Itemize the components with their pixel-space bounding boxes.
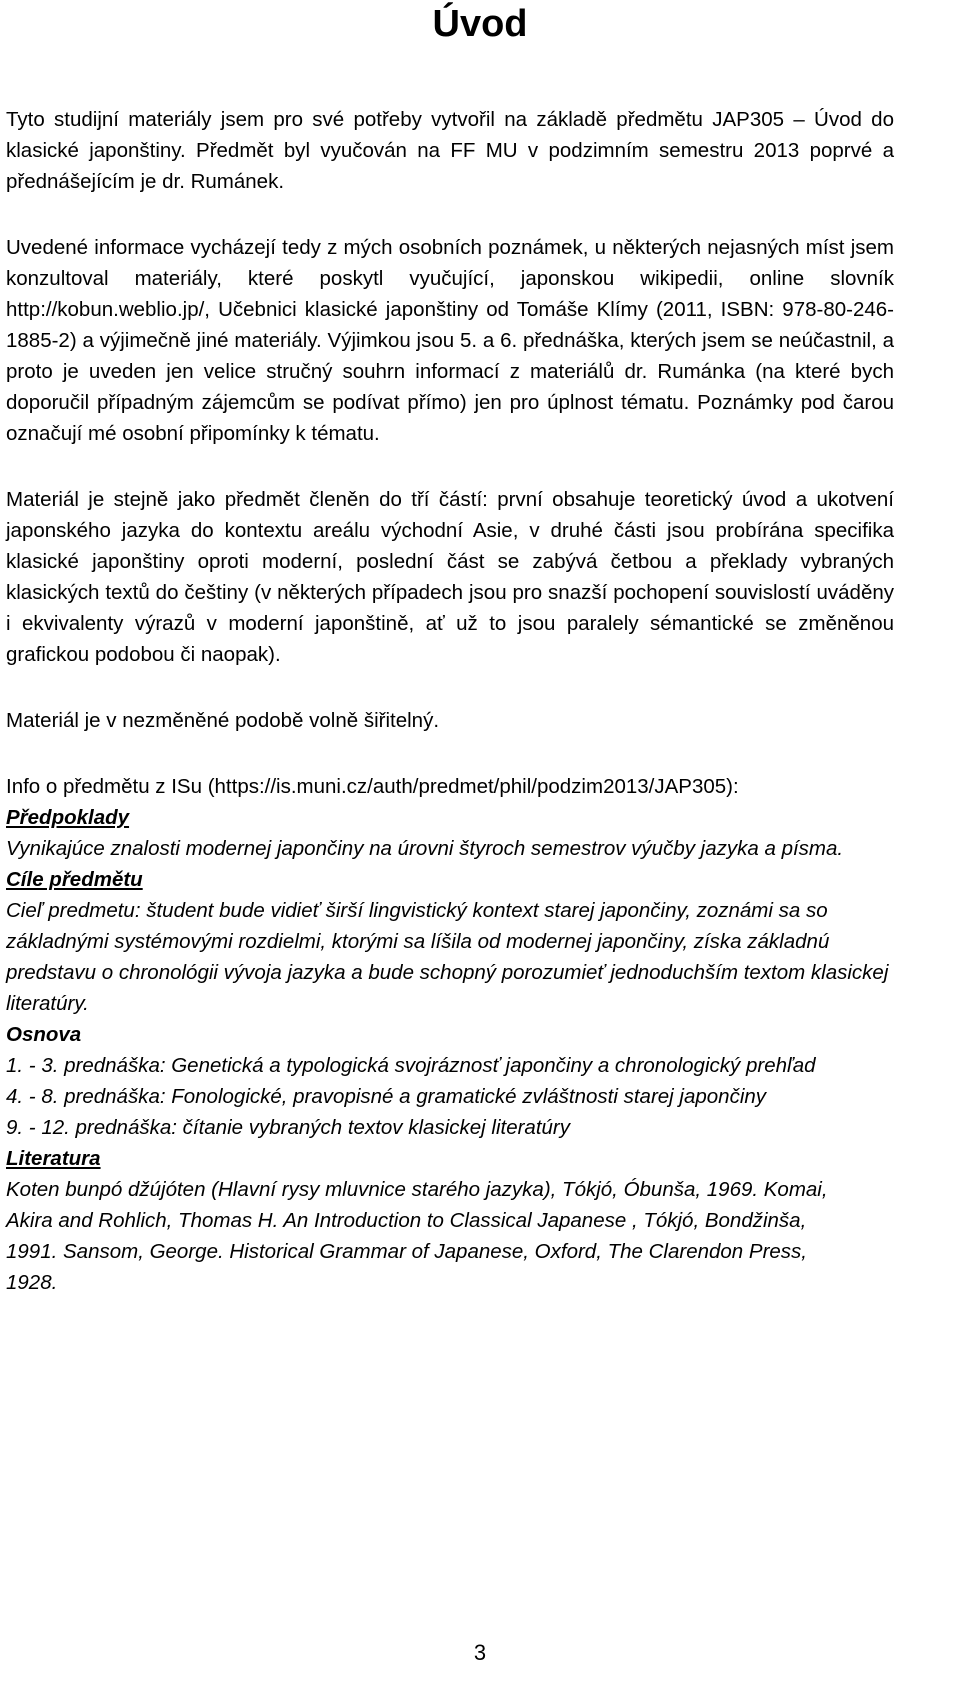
literature-text: Koten bunpó džújóten (Hlavní rysy mluvnice starého jazyka), Tókjó, Óbunša, 1969. Komai, Akira and Rohlich, Thomas H. An Introduction to Classical Japanese , Tókjó, Bondžinša, 1991. Sansom, George. Historical Grammar of Japanese, Oxford, The Clarendon Press, 1928. (6, 1178, 828, 1294)
course-info-section (6, 771, 894, 1298)
document-body (6, 104, 894, 1298)
prerequisites-heading: Předpoklady (6, 806, 130, 829)
course-info-intro: Info o předmětu z ISu (https://is.muni.cz/auth/predmet/phil/podzim2013/JAP305): (6, 775, 739, 798)
outline-item: 1. - 3. prednáška: Genetická a typologická svojráznosť japončiny a chronologický prehľad (6, 1054, 816, 1077)
prerequisites-text: Vynikajúce znalosti modernej japončiny na úrovni štyroch semestrov výučby jazyka a písma. (6, 837, 844, 860)
paragraph-sources: Uvedené informace vycházejí tedy z mých osobních poznámek, u některých nejasných míst jsem konzultoval materiály, které poskytl vyučující, japonskou wikipedii, online slovník http://kobun.weblio.jp/, Učebnici klasické japonštiny od Tomáše Klímy (2011, ISBN: 978-80-246-1885-2) a výjimečně jiné materiály. Výjimkou jsou 5. a 6. přednáška, kterých jsem se neúčastnil, a proto je uveden jen velice stručný souhrn informací z materiálů dr. Rumánka (na které bych doporučil případným zájemcům se podívat přímo) jen pro úplnost tématu. Poznámky pod čarou označují mé osobní připomínky k tématu. (6, 236, 894, 445)
outline-item: 4. - 8. prednáška: Fonologické, pravopisné a gramatické zvláštnosti starej japončiny (6, 1085, 767, 1108)
literature-heading: Literatura (6, 1147, 101, 1170)
paragraph-structure: Materiál je stejně jako předmět členěn do tří částí: první obsahuje teoretický úvod a ukotvení japonského jazyka do kontextu areálu východní Asie, v druhé části jsou probírána specifika klasické japonštiny oproti moderní, poslední část se zabývá četbou a překlady vybraných klasických textů do češtiny (v některých případech jsou pro snazší pochopení souvislostí uváděny i ekvivalenty výrazů v moderní japonštině, ať už to jsou paralely sémantické se změněnou grafickou podobou či naopak). (6, 488, 894, 666)
outline-item: 9. - 12. prednáška: čítanie vybraných textov klasickej literatúry (6, 1116, 571, 1139)
page-number: 3 (473, 1640, 487, 1665)
outline-heading: Osnova (6, 1023, 82, 1046)
page-title: Úvod (432, 3, 528, 45)
paragraph-license: Materiál je v nezměněné podobě volně šiřitelný. (6, 709, 440, 732)
goals-text: Cieľ predmetu: študent bude vidieť širší lingvistický kontext starej japončiny, zoznámi sa so základnými systémovými rozdielmi, ktorými sa líšila od modernej japončiny, získa základnú predstavu o chronológii vývoja jazyka a bude schopný porozumieť jednoduchším textom klasickej literatúry. (6, 899, 889, 1015)
paragraph-intro: Tyto studijní materiály jsem pro své potřeby vytvořil na základě předmětu JAP305 – Úvod do klasické japonštiny. Předmět byl vyučován na FF MU v podzimním semestru 2013 poprvé a přednášejícím je dr. Rumánek. (6, 108, 894, 193)
goals-heading: Cíle předmětu (6, 868, 143, 891)
